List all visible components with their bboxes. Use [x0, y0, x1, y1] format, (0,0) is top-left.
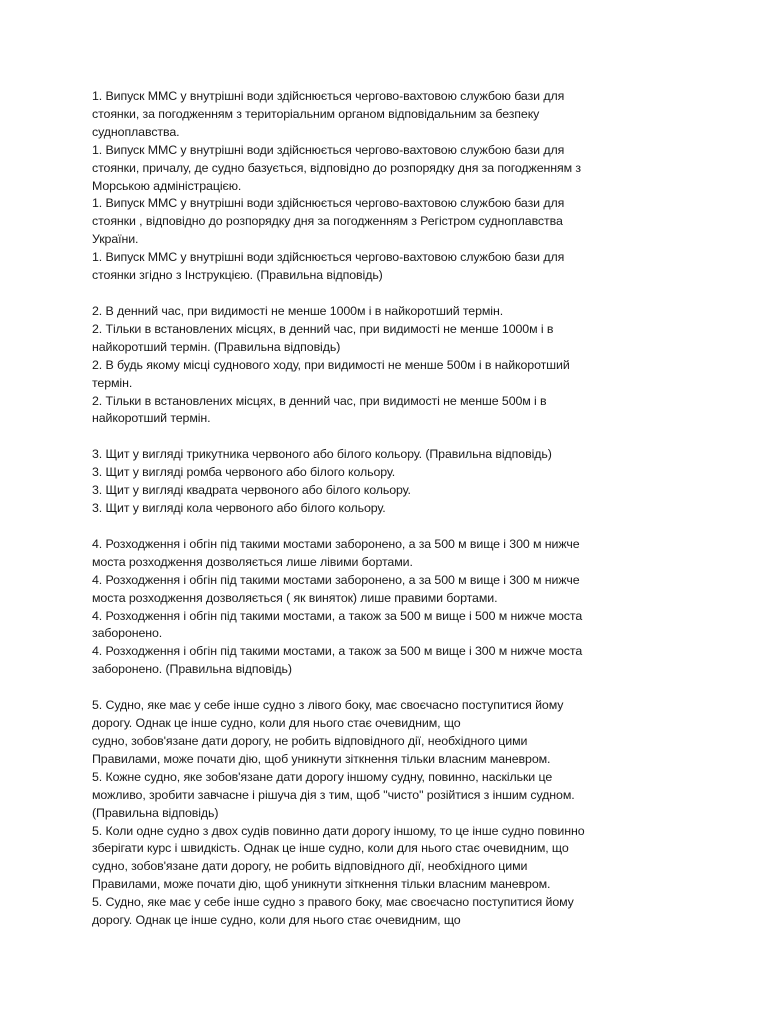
text-line: 4. Розходження і обгін під такими мостами заборонено, а за 500 м вище і 300 м нижче: [92, 536, 580, 551]
text-line: 4. Розходження і обгін під такими мостами, а також за 500 м вище і 300 м нижче моста: [92, 644, 583, 659]
text-line: 2. Тільки в встановлених місцях, в денний час, при видимості не менше 500м і в: [92, 393, 547, 408]
question-block-1: [92, 88, 692, 285]
text-line: Правилами, може почати дію, щоб уникнути зіткнення тільки власним маневром.: [92, 751, 551, 766]
text-line: 1. Випуск ММС у внутрішні води здійснюється чергово-вахтовою службою бази для: [92, 196, 565, 211]
text-line: (Правильна відповідь): [92, 805, 219, 820]
text-line: можливо, зробити завчасне і рішуча дія з тим, щоб "чисто" розійтися з іншим судном.: [92, 787, 575, 802]
text-line: 5. Кожне судно, яке зобов'язане дати дорогу іншому судну, повинно, наскільки це: [92, 769, 553, 784]
text-line: 2. В денний час, при видимості не менше 1000м і в найкоротший термін.: [92, 303, 504, 318]
question-block-5: [92, 697, 692, 930]
text-line: 5. Судно, яке має у себе інше судно з лівого боку, має своєчасно поступитися йому: [92, 698, 564, 713]
text-line: Правилами, може почати дію, щоб уникнути зіткнення тільки власним маневром.: [92, 877, 551, 892]
text-line: найкоротший термін. (Правильна відповідь): [92, 339, 341, 354]
text-line: стоянки , відповідно до розпорядку дня за погодженням з Регістром судноплавства: [92, 214, 563, 229]
text-line: 2. В будь якому місці суднового ходу, при видимості не менше 500м і в найкоротший: [92, 357, 570, 372]
text-line: 1. Випуск ММС у внутрішні води здійснюється чергово-вахтовою службою бази для: [92, 250, 565, 265]
text-line: зберігати курс і швидкість. Однак це інше судно, коли для нього стає очевидним, що: [92, 841, 569, 856]
text-line: судно, зобов'язане дати дорогу, не робить відповідного дії, необхідного цими: [92, 734, 528, 748]
document-page: [92, 88, 692, 948]
text-line: найкоротший термін.: [92, 411, 211, 426]
text-line: 3. Щит у вигляді кола червоного або білого кольору.: [92, 501, 386, 516]
text-line: 3. Щит у вигляді квадрата червоного або білого кольору.: [92, 483, 411, 498]
text-line: стоянки, причалу, де судно базується, відповідно до розпорядку дня за погодженням з: [92, 160, 581, 175]
text-line: судно, зобов'язане дати дорогу, не робить відповідного дії, необхідного цими: [92, 859, 528, 874]
text-line: заборонено. (Правильна відповідь): [92, 662, 292, 677]
text-line: 5. Судно, яке має у себе інше судно з правого боку, має своєчасно поступитися йому: [92, 895, 574, 910]
text-line: дорогу. Однак це інше судно, коли для нього стає очевидним, що: [92, 716, 461, 731]
text-line: 5. Коли одне судно з двох судів повинно дати дорогу іншому, то це інше судно повинно: [92, 823, 585, 838]
text-line: 2. Тільки в встановлених місцях, в денний час, при видимості не менше 1000м і в: [92, 321, 554, 336]
text-line: 1. Випуск ММС у внутрішні води здійснюється чергово-вахтовою службою бази для: [92, 142, 565, 157]
text-line: стоянки, за погодженням з територіальним органом відповідальним за безпеку: [92, 106, 540, 121]
question-block-4: [92, 536, 692, 679]
text-line: 4. Розходження і обгін під такими мостами заборонено, а за 500 м вище і 300 м нижче: [92, 572, 580, 587]
text-line: моста розходження дозволяється лише лівими бортами.: [92, 554, 413, 569]
text-line: судноплавства.: [92, 124, 180, 139]
text-line: України.: [92, 232, 139, 247]
text-line: дорогу. Однак це інше судно, коли для нього стає очевидним, що: [92, 913, 461, 928]
text-line: моста розходження дозволяється ( як виняток) лише правими бортами.: [92, 590, 498, 605]
text-line: 3. Щит у вигляді ромба червоного або білого кольору.: [92, 465, 396, 480]
text-line: стоянки згідно з Інструкцією. (Правильна відповідь): [92, 268, 383, 283]
text-line: заборонено.: [92, 626, 163, 641]
text-line: термін.: [92, 375, 133, 390]
text-line: 1. Випуск ММС у внутрішні води здійснюється чергово-вахтовою службою бази для: [92, 89, 565, 103]
question-block-2: [92, 303, 692, 428]
text-line: 3. Щит у вигляді трикутника червоного або білого кольору. (Правильна відповідь): [92, 447, 552, 462]
question-block-3: [92, 446, 692, 518]
text-line: 4. Розходження і обгін під такими мостами, а також за 500 м вище і 500 м нижче моста: [92, 608, 583, 623]
text-line: Морською адміністрацією.: [92, 178, 242, 193]
